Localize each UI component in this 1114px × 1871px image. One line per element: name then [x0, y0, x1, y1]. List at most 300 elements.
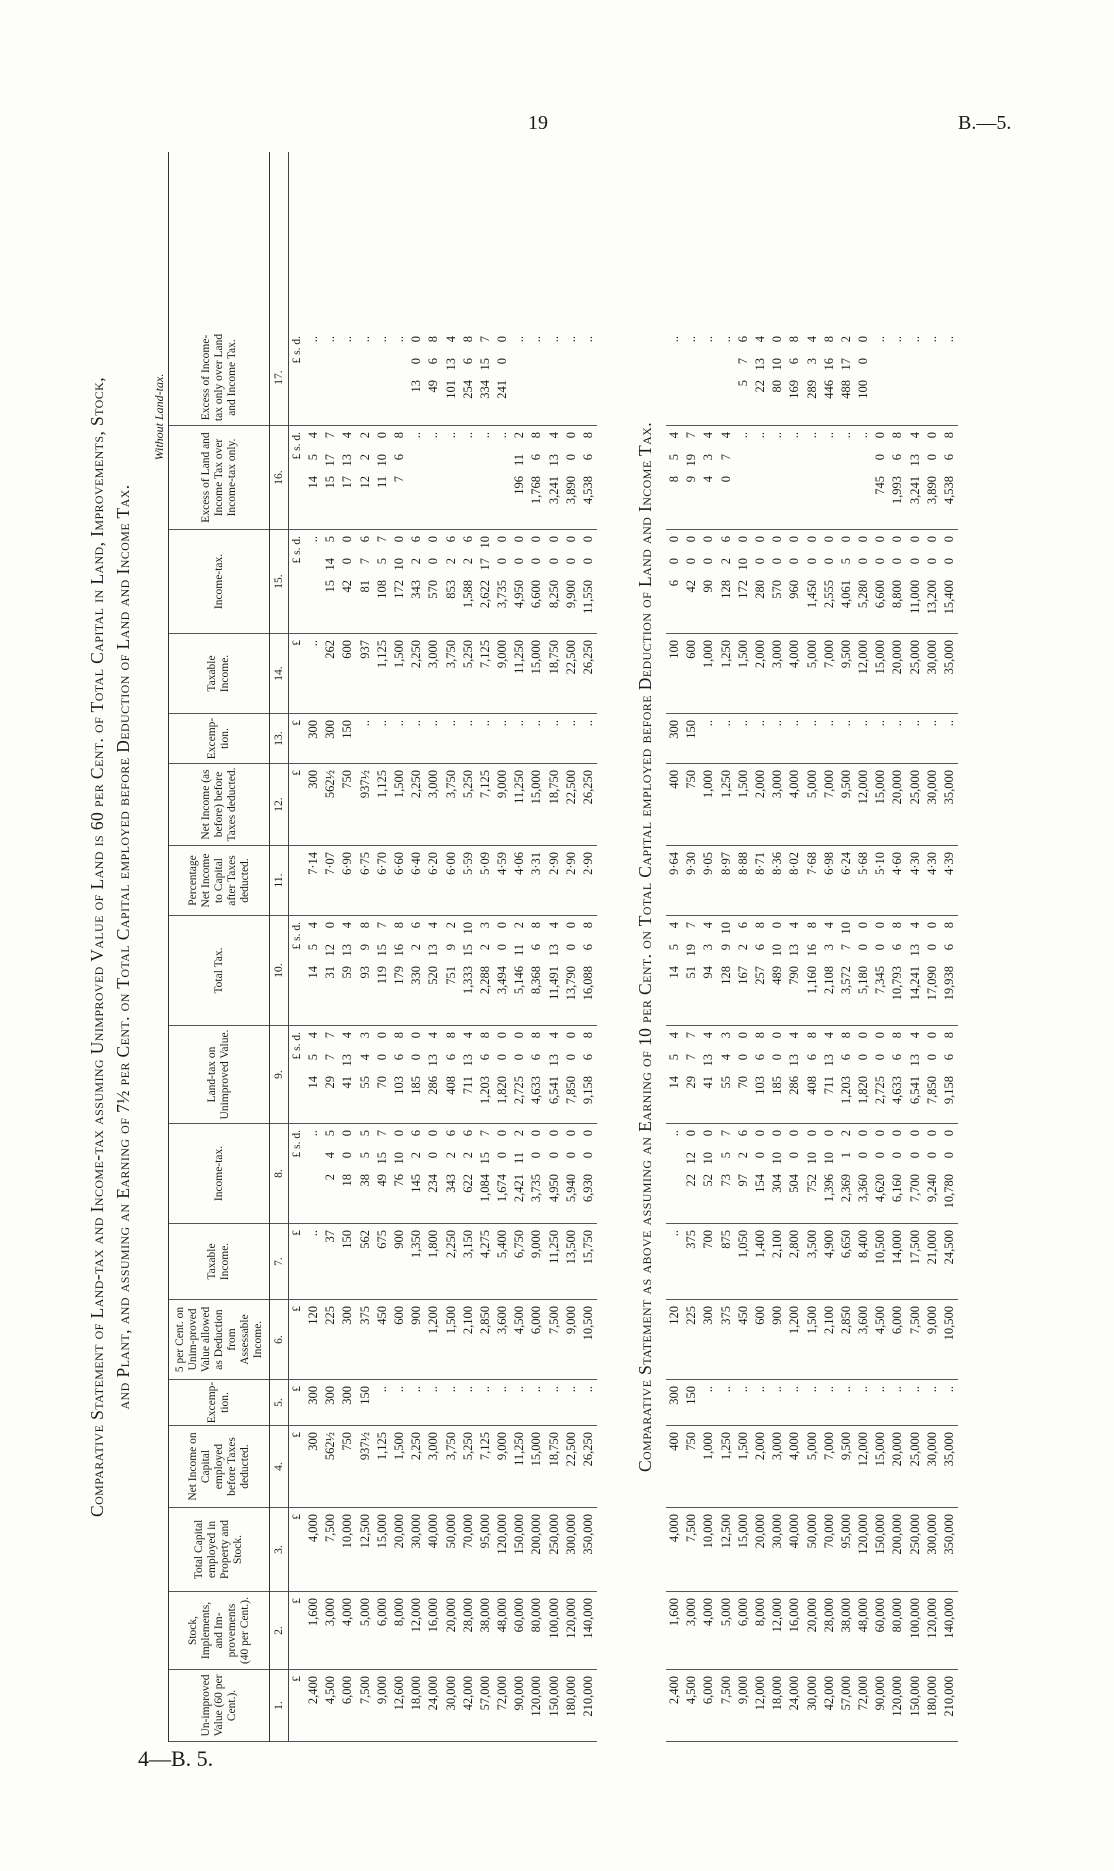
table-cell: 24,000	[425, 1670, 442, 1742]
table-cell: 1,000	[700, 634, 717, 714]
table-cell: 300	[322, 1380, 339, 1426]
table-cell: 17,500	[907, 1224, 924, 1300]
table-cell: 5543	[718, 1026, 735, 1124]
table-cell: 12,000	[855, 764, 872, 846]
table-cell: 172100	[391, 530, 408, 634]
table-cell: 180,000	[563, 1670, 580, 1742]
table-cell: 15,40000	[941, 530, 958, 634]
table-cell: 600	[391, 1300, 408, 1380]
table-cell: 6,541134	[546, 1026, 563, 1124]
table-cell: 2,100	[821, 1300, 838, 1380]
table-cell: 600	[752, 1300, 769, 1380]
table-cell: 4,000	[339, 1592, 356, 1670]
table-cell: 375	[357, 1300, 374, 1380]
table-row	[580, 152, 597, 1742]
page-number: 19	[528, 112, 548, 134]
table-cell: 1,82000	[494, 1026, 511, 1124]
table-cell: ..	[855, 1380, 872, 1426]
column-header: Total Capital employed in Property and Stock.	[169, 1508, 269, 1592]
table-cell: 7,500	[357, 1670, 374, 1742]
table-cell: 12,000	[855, 634, 872, 714]
table-cell: 1,000	[700, 1426, 717, 1508]
table-cell: 4,500	[683, 1670, 700, 1742]
column-header: Excess of Income-tax only over Land and Income Tax.	[169, 330, 269, 426]
table-cell: 150,000	[872, 1508, 889, 1592]
table-cell: ..	[666, 330, 683, 426]
table-cell: 150	[683, 1380, 700, 1426]
table-cell: 57000	[769, 530, 786, 634]
document-reference: B.—5.	[958, 112, 1012, 134]
table-cell: 10000	[855, 330, 872, 426]
table-cell: 33026	[408, 916, 425, 1026]
table-cell: 10368	[752, 1026, 769, 1124]
unit-label: £ s. d.	[289, 530, 305, 634]
table-cell: ..	[305, 530, 322, 634]
table-cell: 1,160168	[804, 916, 821, 1026]
column-header: Income-tax.	[169, 530, 269, 634]
table-cell: ..	[357, 714, 374, 764]
table-cell: ..	[924, 714, 941, 764]
table-cell: 9,15868	[941, 1026, 958, 1124]
table-cell: 74500	[872, 426, 889, 530]
table-cell: 51197	[683, 916, 700, 1026]
table-cell: 20,000	[443, 1592, 460, 1670]
table-cell: ..	[546, 714, 563, 764]
table-cell: 3,750	[443, 1426, 460, 1508]
table-cell: ..	[700, 1380, 717, 1426]
table-cell: 2,850	[477, 1300, 494, 1380]
table-cell: 7,000	[821, 764, 838, 846]
table-cell: 3,89000	[563, 426, 580, 530]
table-cell: 5,000	[804, 634, 821, 714]
table-cell: 4·30	[907, 846, 924, 916]
table-cell: 30,000	[769, 1508, 786, 1592]
table-cell: 1,20368	[477, 1026, 494, 1124]
table-cell: 24,000	[786, 1670, 803, 1742]
table-cell: 9,000	[563, 1300, 580, 1380]
unit-label	[289, 846, 305, 916]
table-cell: 300	[305, 714, 322, 764]
table-cell: ..	[872, 714, 889, 764]
table-cell: ..	[425, 714, 442, 764]
table-cell: 40,000	[786, 1508, 803, 1592]
table-cell: 1222	[357, 426, 374, 530]
table-cell: 26,250	[580, 634, 597, 714]
table-cell: 119157	[374, 916, 391, 1026]
table-cell: 18,750	[546, 764, 563, 846]
table-cell: ..	[305, 1224, 322, 1300]
table-cell: 562½	[322, 1426, 339, 1508]
table-cell: 7,34500	[872, 916, 889, 1026]
table-cell: 1,400	[752, 1224, 769, 1300]
table-cell: ..	[443, 714, 460, 764]
table-cell: 3855	[357, 1124, 374, 1224]
table-cell: 3,49400	[494, 916, 511, 1026]
table-cell: 8·02	[786, 846, 803, 916]
table-cell: 6·20	[425, 846, 442, 916]
table-row	[563, 152, 580, 1742]
table-cell: 15400	[752, 1124, 769, 1224]
column-header: Percentage Net Income to Capital after Taxes deducted.	[169, 846, 269, 916]
without-land-tax-label: Without Land-tax.	[152, 373, 166, 461]
table-cell: ..	[804, 1380, 821, 1426]
column-header: Taxable Income.	[169, 634, 269, 714]
table-cell: ..	[443, 1380, 460, 1426]
table-cell: 30,000	[924, 1426, 941, 1508]
table-cell: 300	[339, 1300, 356, 1380]
table-cell: 2,55500	[821, 530, 838, 634]
table-row	[838, 152, 855, 1742]
table-cell: 4200	[683, 530, 700, 634]
table-cell: 41134	[339, 1026, 356, 1124]
table-cell: 15,000	[872, 764, 889, 846]
table-cell: 1454	[305, 1026, 322, 1124]
table-cell: 400	[666, 764, 683, 846]
table-cell: 250,000	[907, 1508, 924, 1592]
table-cell: 5,146112	[511, 916, 528, 1026]
table-cell: 48,000	[494, 1592, 511, 1670]
table-row	[683, 152, 700, 1742]
table-cell: 7,500	[546, 1300, 563, 1380]
table-cell: 14,000	[889, 1224, 906, 1300]
table-cell: 19,93868	[941, 916, 958, 1026]
table-cell: 3,600	[855, 1300, 872, 1380]
table-cell: 1,500	[735, 634, 752, 714]
table-row	[322, 152, 339, 1742]
unit-label: £	[289, 1508, 305, 1592]
table-cell: 30,000	[924, 634, 941, 714]
table-cell: 12,500	[357, 1508, 374, 1592]
table-cell: ..	[821, 714, 838, 764]
table-cell: ..	[305, 330, 322, 426]
table-cell: 1,500	[391, 764, 408, 846]
table-cell: 30,000	[408, 1508, 425, 1592]
table-cell: 95,000	[838, 1508, 855, 1592]
table-cell: 5,250	[460, 764, 477, 846]
table-cell: 17134	[339, 426, 356, 530]
table-cell: 2,6221710	[477, 530, 494, 634]
table-cell: 140,000	[941, 1592, 958, 1670]
table-cell: 750	[339, 764, 356, 846]
table-cell: ..	[855, 426, 872, 530]
table-cell: 1,200	[425, 1300, 442, 1380]
table-cell: ..	[718, 714, 735, 764]
table-cell: 12,000	[769, 1592, 786, 1670]
table-cell: ..	[735, 426, 752, 530]
table-cell: 300	[305, 764, 322, 846]
table-cell: 50,000	[804, 1508, 821, 1592]
table-cell: 5543	[357, 1026, 374, 1124]
table-cell: 80,000	[528, 1592, 545, 1670]
table-cell: 875	[718, 1224, 735, 1300]
table-cell: 3,36000	[855, 1124, 872, 1224]
table-cell: 23400	[425, 1124, 442, 1224]
table-cell: 286134	[425, 1026, 442, 1124]
table-cell: 1,125	[374, 764, 391, 846]
table-cell: 450	[735, 1300, 752, 1380]
table-cell: ..	[769, 1380, 786, 1426]
table-cell: 4,000	[786, 764, 803, 846]
table-cell: 38,000	[477, 1592, 494, 1670]
table-cell: 5,250	[460, 1426, 477, 1508]
table-cell: 4,000	[305, 1508, 322, 1592]
table-cell: ..	[511, 1380, 528, 1426]
table-cell: ..	[924, 330, 941, 426]
table-cell: 1,500	[391, 1426, 408, 1508]
table-cell: 3,000	[769, 634, 786, 714]
table-cell: 11,00000	[907, 530, 924, 634]
table-cell: 4,95000	[546, 1124, 563, 1224]
table-cell: 4·39	[941, 846, 958, 916]
table-cell: 6,000	[339, 1670, 356, 1742]
table-cell: 768	[391, 426, 408, 530]
table-cell: 1,45000	[804, 530, 821, 634]
table-cell: 7,500	[718, 1670, 735, 1742]
table-cell: 4968	[425, 330, 442, 426]
table-cell: 2·90	[580, 846, 597, 916]
column-number: 16.	[270, 426, 288, 530]
table-cell: 9,15868	[580, 1026, 597, 1124]
table-cell: 3,750	[443, 634, 460, 714]
table-cell: 15,750	[580, 1224, 597, 1300]
column-number: 14.	[270, 634, 288, 714]
table-cell: 4,500	[511, 1300, 528, 1380]
table-cell: 4,000	[700, 1592, 717, 1670]
column-header: 5 per Cent. on Unim-proved Value allowed as Deduction from Assessable Income.	[169, 1300, 269, 1380]
table-cell: 1800	[339, 1124, 356, 1224]
table-cell: ..	[924, 1380, 941, 1426]
table-row	[357, 152, 374, 1742]
table-cell: 25,000	[907, 634, 924, 714]
table-cell: 7,500	[683, 1508, 700, 1592]
table-cell: 22120	[683, 1124, 700, 1224]
table-cell: 3,572710	[838, 916, 855, 1026]
table-cell: 210,000	[941, 1670, 958, 1742]
comparative-title: Comparative Statement as above assuming an Earning of 10 per Cent. on Total Capital employed before Deduction of Land and Income Tax.	[635, 421, 655, 1473]
table-cell: 3,600	[494, 1300, 511, 1380]
unit-label: £ s. d.	[289, 916, 305, 1026]
table-cell: 35,000	[941, 634, 958, 714]
table-cell: 2,400	[305, 1670, 322, 1742]
table-cell: 11,250	[511, 1426, 528, 1508]
table-cell: 210,000	[580, 1670, 597, 1742]
table-cell: 711134	[460, 1026, 477, 1124]
table-cell: 26,250	[580, 764, 597, 846]
table-cell: 4·60	[889, 846, 906, 916]
table-cell: 5,94000	[563, 1124, 580, 1224]
unit-label: £	[289, 1426, 305, 1508]
table-cell: ..	[889, 330, 906, 426]
table-cell: 2,800	[786, 1224, 803, 1300]
table-row	[408, 152, 425, 1742]
table-cell: 6,000	[889, 1300, 906, 1380]
table-cell: 1,500	[443, 1300, 460, 1380]
table-cell: ..	[391, 1380, 408, 1426]
table-cell: 9434	[700, 916, 717, 1026]
table-cell: ..	[700, 330, 717, 426]
table-cell: 1,500	[735, 1426, 752, 1508]
table-cell: 31120	[322, 916, 339, 1026]
table-cell: ..	[528, 1380, 545, 1426]
table-cell: 8,25000	[546, 530, 563, 634]
table-cell: 9,500	[838, 764, 855, 846]
table-cell: 520134	[425, 916, 442, 1026]
table-cell: 937½	[357, 764, 374, 846]
table-cell: 5,28000	[855, 530, 872, 634]
unit-label: £	[289, 634, 305, 714]
table-cell: 300	[322, 714, 339, 764]
table-cell: 4,53868	[580, 426, 597, 530]
table-cell: 25,000	[907, 764, 924, 846]
table-cell: ..	[391, 714, 408, 764]
table-row	[907, 152, 924, 1742]
header-row	[168, 152, 270, 1742]
table-cell: ..	[408, 426, 425, 530]
table-cell: 1,600	[305, 1592, 322, 1670]
table-10-percent	[666, 152, 958, 1742]
table-cell: ..	[374, 1380, 391, 1426]
table-cell: 2977	[322, 1026, 339, 1124]
table-cell: 150,000	[907, 1670, 924, 1742]
table-cell: 3,241134	[546, 426, 563, 530]
table-cell: 6·60	[391, 846, 408, 916]
table-cell: 1,250	[718, 634, 735, 714]
table-cell: 286134	[786, 1026, 803, 1124]
table-body	[666, 152, 958, 1742]
table-cell: 18,000	[408, 1670, 425, 1742]
table-cell: ..	[718, 330, 735, 426]
table-cell: 3,000	[322, 1592, 339, 1670]
table-cell: 1,500	[735, 764, 752, 846]
table-cell: 1,3331510	[460, 916, 477, 1026]
column-header: Stock, Implements, and Im-provements (40 per Cent.).	[169, 1592, 269, 1670]
table-cell: 3,000	[683, 1592, 700, 1670]
table-subtitle: and Plant, and assuming an Earning of 7½ per Cent. on Total Capital employed before Deduction of Land and Income Tax.	[113, 484, 133, 1410]
table-cell: 6,60000	[872, 530, 889, 634]
table-cell: 600	[666, 530, 683, 634]
table-cell: ..	[769, 426, 786, 530]
table-cell: 6·70	[374, 846, 391, 916]
table-cell: 59134	[339, 916, 356, 1026]
table-cell: ..	[786, 714, 803, 764]
table-cell: 28000	[752, 530, 769, 634]
table-cell: 300,000	[924, 1508, 941, 1592]
table-cell: 8·36	[769, 846, 786, 916]
table-cell: 28,000	[460, 1592, 477, 1670]
table-cell: 1,76868	[528, 426, 545, 530]
table-cell: 8176	[357, 530, 374, 634]
table-cell: 5,250	[460, 634, 477, 714]
table-cell: 10,000	[700, 1508, 717, 1592]
table-cell: 5,18000	[855, 916, 872, 1026]
table-cell: 28934	[804, 330, 821, 426]
table-cell: 16968	[786, 330, 803, 426]
table-cell: 2,72500	[511, 1026, 528, 1124]
table-cell: 900	[408, 1300, 425, 1380]
table-cell: 49157	[374, 1124, 391, 1224]
table-cell: 2,250	[443, 1224, 460, 1300]
table-cell: 225	[683, 1300, 700, 1380]
table-cell: 1,20368	[838, 1026, 855, 1124]
table-cell: ..	[821, 1380, 838, 1426]
table-cell: ..	[941, 1380, 958, 1426]
table-cell: 790134	[786, 916, 803, 1026]
table-cell: 3·31	[528, 846, 545, 916]
table-cell: 6,541134	[907, 1026, 924, 1124]
table-cell: 15,000	[735, 1508, 752, 1592]
table-cell: 7,125	[477, 634, 494, 714]
table-cell: 57,000	[838, 1670, 855, 1742]
table-cell: ..	[752, 714, 769, 764]
table-cell: 7357	[718, 1124, 735, 1224]
table-cell: 120,000	[528, 1670, 545, 1742]
table-cell: ..	[374, 330, 391, 426]
unit-label: £ s. d.	[289, 1124, 305, 1224]
table-cell: 1454	[305, 916, 322, 1026]
table-cell: 4·06	[511, 846, 528, 916]
table-cell: 12826	[718, 530, 735, 634]
table-cell: 7,500	[907, 1300, 924, 1380]
table-cell: 9,000	[528, 1224, 545, 1300]
table-cell: 675	[374, 1224, 391, 1300]
unit-label: £	[289, 714, 305, 764]
table-cell: 1,050	[735, 1224, 752, 1300]
table-cell: 375	[683, 1224, 700, 1300]
table-cell: 3,000	[425, 1426, 442, 1508]
table-cell: 15177	[322, 426, 339, 530]
table-cell: 12,000	[752, 1670, 769, 1742]
table-cell: 2,250	[408, 764, 425, 846]
table-cell: 15,000	[872, 1426, 889, 1508]
table-cell: 4·59	[494, 846, 511, 916]
table-cell: 8·97	[718, 846, 735, 916]
table-cell: 6,000	[528, 1300, 545, 1380]
table-cell: 1,250	[718, 1426, 735, 1508]
table-cell: 7,85000	[924, 1026, 941, 1124]
table-cell: 16,000	[786, 1592, 803, 1670]
table-cell: 752100	[804, 1124, 821, 1224]
table-cell: 13,20000	[924, 530, 941, 634]
table-title: Comparative Statement of Land-tax and Income-tax assuming Unimproved Value of Land is 60 per Cent. of Total Capital in Land, Improvements, Stock,	[87, 377, 107, 1517]
table-cell: 350,000	[580, 1508, 597, 1592]
table-row	[494, 152, 511, 1742]
table-cell: 4,275	[477, 1224, 494, 1300]
table-cell: ..	[735, 714, 752, 764]
table-row	[305, 152, 322, 1742]
table-cell: 76100	[391, 1124, 408, 1224]
table-cell: 1300	[408, 330, 425, 426]
table-cell: ..	[460, 1380, 477, 1426]
table-cell: 11,250	[511, 764, 528, 846]
table-cell: 6·98	[821, 846, 838, 916]
table-cell: 52100	[700, 1124, 717, 1224]
table-cell: 72,000	[855, 1670, 872, 1742]
table-cell: ..	[786, 426, 803, 530]
table-cell: 300	[666, 1380, 683, 1426]
table-cell: 4,000	[666, 1508, 683, 1592]
table-cell: 2·90	[563, 846, 580, 916]
table-cell: ..	[804, 426, 821, 530]
table-cell: 600	[339, 634, 356, 714]
table-cell: 172100	[735, 530, 752, 634]
table-cell: 1,500	[391, 634, 408, 714]
table-cell: 16726	[735, 916, 752, 1026]
table-cell: 2,36912	[838, 1124, 855, 1224]
table-cell: 3,000	[425, 634, 442, 714]
table-cell: 18,000	[769, 1670, 786, 1742]
table-cell: 200,000	[528, 1508, 545, 1592]
table-cell: 7·68	[804, 846, 821, 916]
